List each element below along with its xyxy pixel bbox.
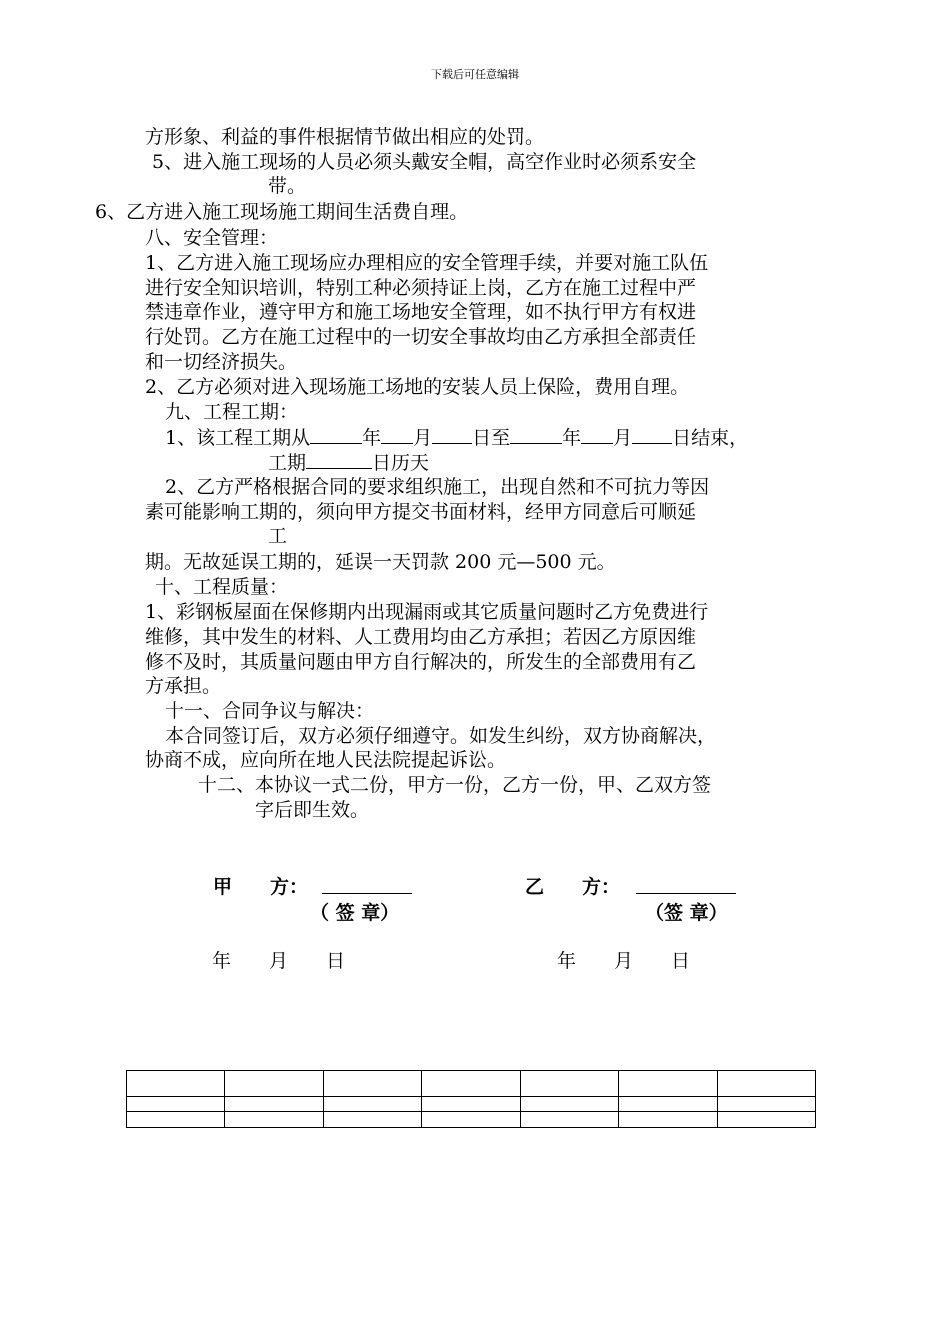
table-row	[127, 1112, 816, 1128]
year-label: 年	[562, 427, 582, 449]
table-cell	[619, 1097, 717, 1112]
month-blank[interactable]	[581, 425, 613, 444]
table-cell	[127, 1097, 225, 1112]
section-heading: 十一、合同争议与解决：	[165, 700, 375, 722]
clause-line: 禁违章作业，遵守甲方和施工场地安全管理，如不执行甲方有权进	[145, 301, 697, 323]
clause-line: 6、乙方进入施工现场施工期间生活费自理。	[95, 201, 469, 223]
party-a-stamp: （ 签 章）	[310, 902, 400, 924]
table-cell	[127, 1071, 225, 1097]
party-b-label: 乙 方：	[525, 876, 621, 898]
table-cell	[619, 1071, 717, 1097]
clause-line: 进行安全知识培训，特别工种必须持证上岗，乙方在施工过程中严	[145, 277, 697, 299]
clause-line: 十二、本协议一式二份，甲方一份，乙方一份，甲、乙双方签	[198, 774, 712, 796]
clause-line: 维修，其中发生的材料、人工费用均由乙方承担；若因乙方原因维	[145, 626, 697, 648]
year-blank[interactable]	[510, 425, 562, 444]
clause-line: 协商不成，应向所在地人民法院提起诉讼。	[145, 749, 507, 771]
clause-line: 1、彩钢板屋面在保修期内出现漏雨或其它质量问题时乙方免费进行	[145, 601, 709, 623]
table-row	[127, 1097, 816, 1112]
party-a-signature-line[interactable]	[322, 893, 412, 894]
clause-line: 方承担。	[145, 675, 222, 697]
table-cell	[520, 1112, 618, 1128]
party-b-stamp: （签 章）	[645, 902, 728, 924]
table-cell	[225, 1097, 323, 1112]
clause-line: 2、乙方必须对进入现场施工场地的安装人员上保险，费用自理。	[145, 376, 690, 398]
table-row	[127, 1071, 816, 1097]
clause-line: 素可能影响工期的，须向甲方提交书面材料，经甲方同意后可顺延	[145, 501, 697, 523]
section-heading: 八、安全管理：	[145, 227, 279, 249]
table-cell	[422, 1097, 520, 1112]
month-blank[interactable]	[381, 425, 413, 444]
clause-line: 方形象、利益的事件根据情节做出相应的处罚。	[145, 126, 545, 148]
days-blank[interactable]	[306, 450, 372, 469]
clause-line: 字后即生效。	[255, 799, 370, 821]
party-a-label: 甲 方：	[213, 876, 309, 898]
day-blank[interactable]	[632, 425, 672, 444]
party-b-signature-line[interactable]	[636, 893, 736, 894]
period-text: 1、该工程工期从	[165, 427, 311, 449]
table-cell	[422, 1112, 520, 1128]
table-cell	[225, 1112, 323, 1128]
table-cell	[323, 1112, 421, 1128]
header-note: 下载后可任意编辑	[431, 68, 519, 81]
year-label: 年	[362, 427, 382, 449]
clause-line: 带。	[268, 175, 307, 197]
table-cell	[717, 1112, 815, 1128]
clause-line: 行处罚。乙方在施工过程中的一切安全事故均由乙方承担全部责任	[145, 326, 697, 348]
clause-line: 工	[268, 525, 288, 547]
table-cell	[717, 1071, 815, 1097]
clause-line: 5、进入施工现场的人员必须头戴安全帽，高空作业时必须系安全	[152, 151, 697, 173]
clause-line: 1、乙方进入施工现场应办理相应的安全管理手续，并要对施工队伍	[145, 252, 709, 274]
section-heading: 九、工程工期：	[165, 401, 299, 423]
table-cell	[520, 1071, 618, 1097]
clause-line: 本合同签订后，双方必须仔细遵守。如发生纠纷，双方协商解决，	[165, 725, 717, 747]
day-label: 日至	[472, 427, 511, 449]
period-days-line	[268, 450, 429, 475]
month-label: 月	[413, 427, 433, 449]
party-a-date: 年 月 日	[212, 950, 346, 972]
footer-table	[126, 1070, 816, 1128]
party-b-date: 年 月 日	[557, 950, 691, 972]
day-blank[interactable]	[432, 425, 472, 444]
day-label: 日结束，	[672, 427, 749, 449]
table-cell	[717, 1097, 815, 1112]
month-label: 月	[613, 427, 633, 449]
days-label: 日历天	[372, 452, 430, 474]
period-label: 工期	[268, 452, 307, 474]
clause-line: 修不及时，其质量问题由甲方自行解决的，所发生的全部费用有乙	[145, 651, 697, 673]
section-heading: 十、工程质量：	[155, 576, 289, 598]
clause-line: 和一切经济损失。	[145, 351, 298, 373]
table-cell	[225, 1071, 323, 1097]
table-cell	[323, 1097, 421, 1112]
table-cell	[127, 1112, 225, 1128]
table-cell	[323, 1071, 421, 1097]
table-cell	[520, 1097, 618, 1112]
table-cell	[422, 1071, 520, 1097]
clause-line: 期。无故延误工期的，延误一天罚款 200 元—500 元。	[145, 551, 616, 573]
table-cell	[619, 1112, 717, 1128]
year-blank[interactable]	[310, 425, 362, 444]
clause-line: 2、乙方严格根据合同的要求组织施工，出现自然和不可抗力等因	[165, 476, 710, 498]
period-line	[165, 425, 748, 450]
